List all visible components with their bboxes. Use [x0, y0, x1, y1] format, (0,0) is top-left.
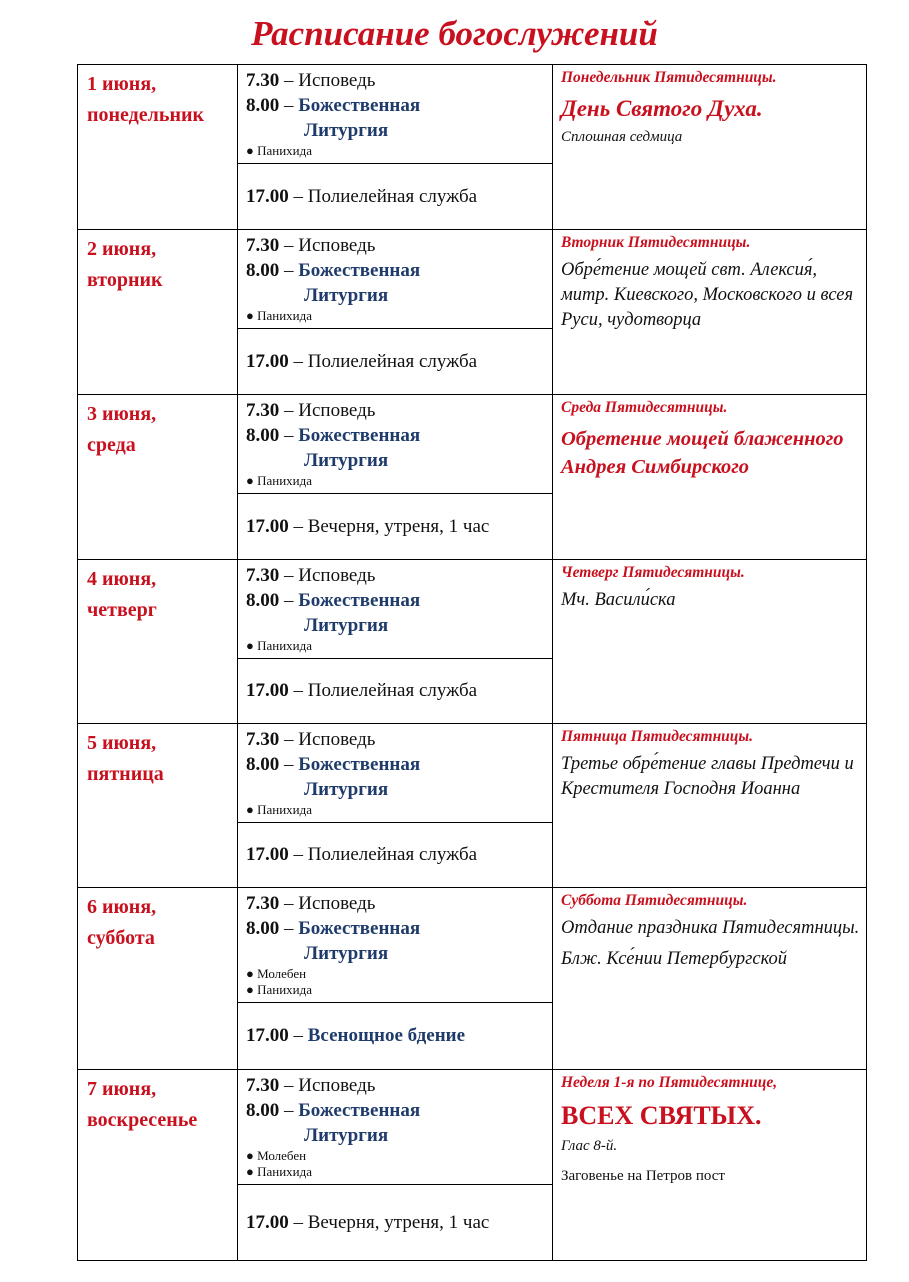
feast-info	[553, 230, 866, 333]
feast-heading: Суббота Пятидесятницы.	[561, 892, 748, 909]
day-cell	[78, 65, 238, 230]
service-name: – Полиелейная служба	[288, 350, 478, 372]
service-name: – Исповедь	[279, 565, 376, 586]
liturgy-line	[246, 916, 552, 941]
liturgy-name-cont: Литургия	[304, 1125, 389, 1146]
evening-line	[246, 351, 477, 373]
feast-name: ВСЕХ СВЯТЫХ.	[561, 1101, 762, 1130]
feast-info	[553, 65, 866, 147]
evening-line	[246, 844, 477, 866]
schedule-row	[78, 65, 867, 230]
morning-services	[238, 230, 552, 329]
evening-line	[246, 186, 477, 208]
day-date: 6 июня,	[87, 896, 157, 918]
service-dash: –	[279, 590, 299, 611]
page-title: Расписание богослужений	[251, 14, 658, 53]
services-cell	[238, 560, 553, 724]
services	[238, 888, 552, 1069]
service-name: – Исповедь	[279, 893, 376, 914]
feast-cell	[553, 395, 867, 560]
day-weekday: среда	[87, 434, 136, 456]
service-time: 7.30	[246, 400, 280, 421]
services	[238, 65, 552, 229]
liturgy-name: Божественная	[298, 95, 421, 116]
service-time: 7.30	[246, 235, 280, 256]
service-time: 8.00	[246, 754, 280, 775]
day-cell	[78, 1070, 238, 1261]
day-label	[78, 560, 237, 626]
evening-line	[246, 680, 477, 702]
service-dash: –	[279, 1100, 299, 1121]
service-name: – Полиелейная служба	[288, 680, 478, 701]
liturgy-name: Божественная	[298, 1100, 421, 1121]
service-name: – Полиелейная служба	[288, 185, 478, 207]
service-name: – Исповедь	[279, 1075, 376, 1096]
service-time: 8.00	[246, 260, 280, 281]
service-note: ● Молебен	[246, 1148, 307, 1163]
day-weekday: суббота	[87, 927, 155, 949]
service-name: – Вечерня, утреня, 1 час	[288, 515, 490, 537]
feast-heading: Среда Пятидесятницы.	[561, 399, 728, 416]
day-weekday: вторник	[87, 269, 163, 291]
liturgy-line	[246, 93, 552, 118]
day-date: 1 июня,	[87, 73, 157, 95]
service-time: 7.30	[246, 1075, 280, 1096]
feast-heading: Неделя 1-я по Пятидесятнице,	[561, 1074, 778, 1091]
liturgy-name: Божественная	[298, 754, 421, 775]
service-time: 8.00	[246, 1100, 280, 1121]
service-dash: –	[279, 918, 299, 939]
service-time: 17.00	[246, 1211, 289, 1233]
day-label	[78, 1070, 237, 1136]
services	[238, 230, 552, 394]
day-label	[78, 230, 237, 296]
liturgy-line	[246, 1098, 552, 1123]
service-time: 8.00	[246, 95, 280, 116]
liturgy-line	[246, 752, 552, 777]
service-dash: –	[279, 260, 299, 281]
feast-info	[553, 724, 866, 802]
morning-services	[238, 888, 552, 1003]
feast-heading: Понедельник Пятидесятницы.	[561, 69, 777, 86]
day-cell	[78, 888, 238, 1070]
liturgy-name: Божественная	[298, 425, 421, 446]
day-date: 4 июня,	[87, 568, 157, 590]
confession-line	[246, 233, 552, 258]
evening-service	[238, 329, 552, 394]
schedule-row	[78, 888, 867, 1070]
day-date: 2 июня,	[87, 238, 157, 260]
services	[238, 560, 552, 723]
feast-note: Сплошная седмица	[561, 129, 683, 145]
schedule-table	[77, 64, 867, 1261]
service-time: 7.30	[246, 729, 280, 750]
services-cell	[238, 395, 553, 560]
liturgy-line	[246, 588, 552, 613]
service-dash: –	[279, 95, 299, 116]
day-date: 7 июня,	[87, 1078, 157, 1100]
confession-line	[246, 563, 552, 588]
day-cell	[78, 395, 238, 560]
evening-line	[246, 516, 489, 538]
morning-services	[238, 1070, 552, 1185]
service-note: ● Панихида	[246, 473, 313, 488]
feast-description: Отдание праздника Пятидесятницы.	[561, 918, 860, 938]
feast-cell	[553, 230, 867, 395]
schedule-row	[78, 230, 867, 395]
service-dash: –	[279, 425, 299, 446]
day-cell	[78, 724, 238, 888]
service-note: ● Молебен	[246, 966, 307, 981]
feast-heading: Пятница Пятидесятницы.	[561, 728, 754, 745]
feast-description: Третье обре́тение главы Предтечи и Крестителя Господня Иоанна	[561, 754, 854, 799]
day-label	[78, 395, 237, 461]
schedule-row	[78, 1070, 867, 1261]
service-note: ● Панихида	[246, 143, 313, 158]
liturgy-name-cont: Литургия	[304, 615, 389, 636]
feast-cell	[553, 1070, 867, 1261]
liturgy-line	[246, 258, 552, 283]
day-label	[78, 65, 237, 131]
evening-service	[238, 164, 552, 229]
service-note: ● Панихида	[246, 802, 313, 817]
feast-description: Обре́тение мощей свт. Алексия́, митр. Киевского, Московского и всея Руси, чудотворца	[561, 260, 854, 330]
service-time: 17.00	[246, 350, 289, 372]
feast-heading: Четверг Пятидесятницы.	[561, 564, 745, 581]
feast-cell	[553, 724, 867, 888]
service-time: 17.00	[246, 185, 289, 207]
schedule-row	[78, 560, 867, 724]
morning-services	[238, 724, 552, 823]
feast-info	[553, 888, 866, 972]
morning-services	[238, 65, 552, 164]
evening-service	[238, 659, 552, 723]
service-time: 7.30	[246, 565, 280, 586]
service-note: ● Панихида	[246, 638, 313, 653]
service-note: ● Панихида	[246, 308, 313, 323]
day-weekday: понедельник	[87, 104, 205, 126]
day-label	[78, 888, 237, 954]
service-time: 8.00	[246, 590, 280, 611]
service-name: – Вечерня, утреня, 1 час	[288, 1211, 490, 1233]
service-time: 7.30	[246, 70, 280, 91]
liturgy-name-cont: Литургия	[304, 450, 389, 471]
service-name: –	[288, 1025, 308, 1046]
liturgy-name: Божественная	[298, 590, 421, 611]
feast-description: Блж. Ксе́нии Петербургской	[561, 949, 788, 969]
liturgy-name-cont: Литургия	[304, 120, 389, 141]
evening-line	[246, 1025, 465, 1047]
feast-info	[553, 560, 866, 613]
services	[238, 395, 552, 559]
services-cell	[238, 1070, 553, 1261]
feast-cell	[553, 888, 867, 1070]
schedule-row	[78, 724, 867, 888]
day-cell	[78, 560, 238, 724]
service-name: – Исповедь	[279, 235, 376, 256]
confession-line	[246, 398, 552, 423]
confession-line	[246, 68, 552, 93]
feast-info	[553, 1070, 866, 1186]
feast-note: Глас 8-й.	[561, 1138, 618, 1154]
service-time: 17.00	[246, 844, 289, 865]
feast-cell	[553, 65, 867, 230]
service-time: 8.00	[246, 425, 280, 446]
evening-line	[246, 1212, 489, 1234]
confession-line	[246, 727, 552, 752]
feast-description: Мч. Васили́ска	[561, 590, 676, 610]
feast-info	[553, 395, 866, 481]
evening-service	[238, 1003, 552, 1069]
service-time: 8.00	[246, 918, 280, 939]
day-cell	[78, 230, 238, 395]
service-time: 7.30	[246, 893, 280, 914]
service-time: 17.00	[246, 515, 289, 537]
service-dash: –	[279, 754, 299, 775]
day-weekday: четверг	[87, 599, 157, 621]
service-time: 17.00	[246, 1025, 289, 1046]
liturgy-name-cont: Литургия	[304, 943, 389, 964]
evening-service	[238, 823, 552, 887]
liturgy-line	[246, 423, 552, 448]
evening-service	[238, 494, 552, 559]
service-name: – Исповедь	[279, 70, 376, 91]
service-time: 17.00	[246, 680, 289, 701]
service-note: ● Панихида	[246, 982, 313, 997]
morning-services	[238, 395, 552, 494]
day-date: 3 июня,	[87, 403, 157, 425]
feast-note: Заговенье на Петров пост	[561, 1168, 725, 1184]
day-weekday: воскресенье	[87, 1109, 198, 1131]
services-cell	[238, 230, 553, 395]
day-label	[78, 724, 237, 790]
feast-name: День Святого Духа.	[561, 96, 763, 121]
confession-line	[246, 891, 552, 916]
vigil-name: Всенощное бдение	[307, 1025, 466, 1046]
service-name: – Полиелейная служба	[288, 844, 478, 865]
day-date: 5 июня,	[87, 732, 157, 754]
service-name: – Исповедь	[279, 729, 376, 750]
morning-services	[238, 560, 552, 659]
feast-cell	[553, 560, 867, 724]
day-weekday: пятница	[87, 763, 164, 785]
service-note: ● Панихида	[246, 1164, 313, 1179]
services-cell	[238, 724, 553, 888]
evening-service	[238, 1185, 552, 1260]
liturgy-name-cont: Литургия	[304, 285, 389, 306]
service-name: – Исповедь	[279, 400, 376, 421]
feast-name: Обретение мощей блаженного Андрея Симбирского	[561, 428, 844, 478]
liturgy-name-cont: Литургия	[304, 779, 389, 800]
feast-heading: Вторник Пятидесятницы.	[561, 234, 751, 251]
services	[238, 1070, 552, 1260]
confession-line	[246, 1073, 552, 1098]
services-cell	[238, 888, 553, 1070]
services-cell	[238, 65, 553, 230]
schedule-row	[78, 395, 867, 560]
liturgy-name: Божественная	[298, 260, 421, 281]
services	[238, 724, 552, 887]
liturgy-name: Божественная	[298, 918, 421, 939]
